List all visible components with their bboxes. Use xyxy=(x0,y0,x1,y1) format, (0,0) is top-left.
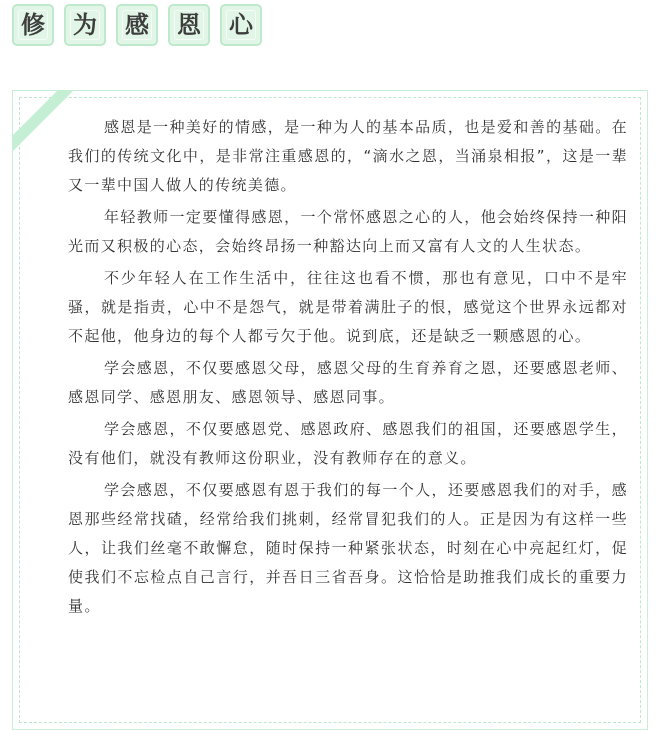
article-body xyxy=(68,113,628,624)
title-tile-2 xyxy=(64,4,106,46)
title-tile-5 xyxy=(220,4,262,46)
title-char-5: 心 xyxy=(229,11,253,39)
paragraph-5: 学会感恩，不仅要感恩党、感恩政府、感恩我们的祖国，还要感恩学生，没有他们，就没有教师这份职业，没有教师存在的意义。 xyxy=(68,420,628,467)
paragraph-4: 学会感恩，不仅要感恩父母，感恩父母的生育养育之恩，还要感恩老师、感恩同学、感恩朋友、感恩领导、感恩同事。 xyxy=(68,359,628,406)
title-tile-1 xyxy=(12,4,54,46)
title-char-4: 恩 xyxy=(177,11,201,39)
title-tile-3 xyxy=(116,4,158,46)
title-char-1: 修 xyxy=(21,11,45,39)
paragraph-2: 年轻教师一定要懂得感恩，一个常怀感恩之心的人，他会始终保持一种阳光而又积极的心态，会始终昂扬一种豁达向上而又富有人文的人生状态。 xyxy=(68,208,628,255)
paragraph-1: 感恩是一种美好的情感，是一种为人的基本品质，也是爱和善的基础。在我们的传统文化中，是非常注重感恩的，“滴水之恩，当涌泉相报”，这是一辈又一辈中国人做人的传统美德。 xyxy=(68,118,628,194)
title-tile-4 xyxy=(168,4,210,46)
article-box xyxy=(12,90,648,730)
paragraph-6: 学会感恩，不仅要感恩有恩于我们的每一个人，还要感恩我们的对手，感恩那些经常找碴，经常给我们挑刺，经常冒犯我们的人。正是因为有这样一些人，让我们丝毫不敢懈怠，随时保持一种紧张状态，时刻在心中亮起红灯，促使我们不忘检点自己言行，并吾日三省吾身。这恰恰是助推我们成长的重要力量。 xyxy=(68,481,628,615)
title-char-2: 为 xyxy=(73,11,97,39)
title-char-3: 感 xyxy=(125,11,149,39)
paragraph-3: 不少年轻人在工作生活中，往往这也看不惯，那也有意见，口中不是牢骚，就是指责，心中不是怨气，就是带着满肚子的恨，感觉这个世界永远都对不起他，他身边的每个人都亏欠于他。说到底，还是缺乏一颗感恩的心。 xyxy=(68,269,628,345)
title-tiles xyxy=(12,4,262,46)
